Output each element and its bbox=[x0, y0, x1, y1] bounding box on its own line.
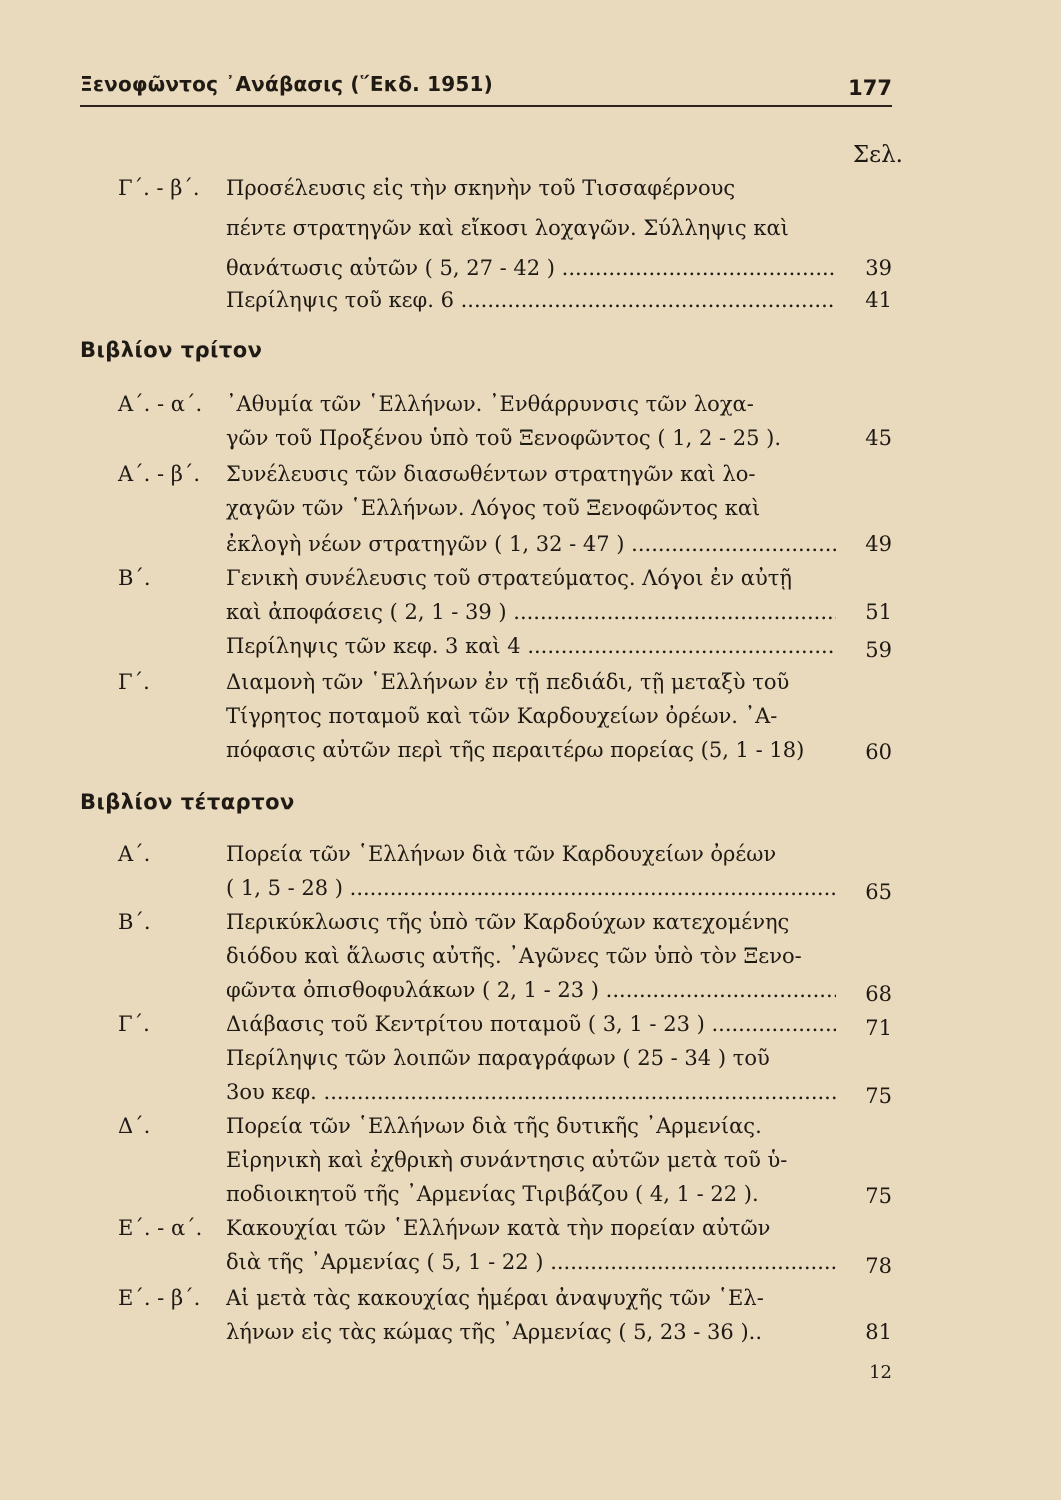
entry-line: Προσέλευσις εἰς τὴν σκηνὴν τοῦ Τισσαφέρνους bbox=[226, 176, 736, 200]
entry-line: ἐκλογὴ νέων στρατηγῶν ( 1, 32 - 47 ) ..... bbox=[226, 532, 836, 556]
entry-line: Περικύκλωσις τῆς ὑπὸ τῶν Καρδούχων κατεχομένης bbox=[226, 910, 790, 934]
entry-line: λήνων εἰς τὰς κώμας τῆς ᾿Αρμενίας ( 5, 23 - 36 ).. bbox=[226, 1320, 763, 1344]
entry-key: Β΄. bbox=[118, 910, 151, 934]
entry-page-number: 60 bbox=[865, 740, 892, 764]
entry-key: Α΄. bbox=[118, 842, 151, 866]
entry-page-number: 51 bbox=[865, 600, 892, 624]
entry-page-number: 75 bbox=[865, 1184, 892, 1208]
entry-line: πέντε στρατηγῶν καὶ εἴκοσι λοχαγῶν. Σύλληψις καὶ bbox=[226, 216, 789, 240]
entry-key: Γ΄. bbox=[118, 1012, 150, 1036]
entry-line: Διάβασις τοῦ Κεντρίτου ποταμοῦ ( 3, 1 - 23 ) ..... bbox=[226, 1012, 836, 1036]
page-column-label: Σελ. bbox=[852, 142, 903, 168]
entry-line: πόφασις αὐτῶν περὶ τῆς περαιτέρω πορείας (5, 1 - 18) bbox=[226, 738, 805, 762]
entry-line: διόδου καὶ ἅλωσις αὐτῆς. ᾿Αγῶνες τῶν ὑπὸ τὸν Ξενο- bbox=[226, 944, 802, 968]
entry-line: γῶν τοῦ Προξένου ὑπὸ τοῦ Ξενοφῶντος ( 1, 2 - 25 ). bbox=[226, 426, 782, 450]
entry-line: Διαμονὴ τῶν ῾Ελλήνων ἐν τῇ πεδιάδι, τῇ μεταξὺ τοῦ bbox=[226, 670, 790, 694]
section-heading: Βιβλίον τέταρτον bbox=[80, 790, 295, 814]
entry-line: Αἱ μετὰ τὰς κακουχίας ἡμέραι ἀναψυχῆς τῶν ῾Ελ- bbox=[226, 1286, 764, 1310]
entry-page-number: 71 bbox=[865, 1016, 892, 1040]
entry-page-number: 41 bbox=[865, 288, 892, 312]
header-page-number: 177 bbox=[848, 76, 892, 100]
entry-page-number: 81 bbox=[865, 1320, 892, 1344]
signature-mark: 12 bbox=[869, 1362, 892, 1383]
entry-key: Ε΄. - α΄. bbox=[118, 1216, 203, 1240]
entry-page-number: 59 bbox=[865, 638, 892, 662]
entry-line: 3ου κεφ. ..... bbox=[226, 1080, 836, 1104]
entry-line: Περίληψις τῶν κεφ. 3 καὶ 4 ..... bbox=[226, 634, 836, 658]
entry-line: χαγῶν τῶν ῾Ελλήνων. Λόγος τοῦ Ξενοφῶντος καὶ bbox=[226, 496, 761, 520]
entry-page-number: 75 bbox=[865, 1084, 892, 1108]
entry-page-number: 78 bbox=[865, 1254, 892, 1278]
entry-key: Δ΄. bbox=[118, 1114, 151, 1138]
entry-line: Περίληψις τῶν λοιπῶν παραγράφων ( 25 - 34 ) τοῦ bbox=[226, 1046, 770, 1070]
entry-line: Πορεία τῶν ῾Ελλήνων διὰ τῶν Καρδουχείων ὀρέων bbox=[226, 842, 777, 866]
entry-page-number: 45 bbox=[865, 426, 892, 450]
entry-line: Πορεία τῶν ῾Ελλήνων διὰ τῆς δυτικῆς ᾿Αρμενίας. bbox=[226, 1114, 762, 1138]
header-title: Ξενοφῶντος ᾿Ανάβασις (῞Εκδ. 1951) bbox=[80, 72, 493, 96]
entry-line: ᾿Αθυμία τῶν ῾Ελλήνων. ᾿Ενθάρρυνσις τῶν λοχα- bbox=[226, 392, 754, 416]
section-heading: Βιβλίον τρίτον bbox=[80, 338, 263, 362]
entry-line: Κακουχίαι τῶν ῾Ελλήνων κατὰ τὴν πορείαν αὐτῶν bbox=[226, 1216, 771, 1240]
entry-page-number: 65 bbox=[865, 880, 892, 904]
entry-line: διὰ τῆς ᾿Αρμενίας ( 5, 1 - 22 ) ..... bbox=[226, 1250, 836, 1274]
entry-key: Γ΄. bbox=[118, 670, 150, 694]
entry-key: Γ΄. - β΄. bbox=[118, 176, 200, 200]
entry-page-number: 39 bbox=[865, 256, 892, 280]
entry-line: ποδιοικητοῦ τῆς ᾿Αρμενίας Τιριβάζου ( 4, 1 - 22 ). bbox=[226, 1182, 759, 1206]
entry-page-number: 49 bbox=[865, 532, 892, 556]
entry-line: Περίληψις τοῦ κεφ. 6 ..... bbox=[226, 288, 836, 312]
entry-line: Εἰρηνικὴ καὶ ἐχθρικὴ συνάντησις αὐτῶν μετὰ τοῦ ὑ- bbox=[226, 1148, 788, 1172]
entry-line: Τίγρητος ποταμοῦ καὶ τῶν Καρδουχείων ὀρέων. ᾿Α- bbox=[226, 704, 778, 728]
running-header bbox=[80, 72, 892, 106]
entry-key: Α΄. - β΄. bbox=[118, 462, 201, 486]
entry-key: Ε΄. - β΄. bbox=[118, 1286, 201, 1310]
entry-line: ( 1, 5 - 28 ) ..... bbox=[226, 876, 836, 900]
entry-line: καὶ ἀποφάσεις ( 2, 1 - 39 ) ..... bbox=[226, 600, 836, 624]
entry-line: φῶντα ὀπισθοφυλάκων ( 2, 1 - 23 ) ..... bbox=[226, 978, 836, 1002]
entry-line: Γενικὴ συνέλευσις τοῦ στρατεύματος. Λόγοι ἐν αὐτῇ bbox=[226, 566, 792, 590]
header-rule bbox=[80, 105, 892, 107]
entry-key: Α΄. - α΄. bbox=[118, 392, 203, 416]
entry-line: θανάτωσις αὐτῶν ( 5, 27 - 42 ) ..... bbox=[226, 256, 836, 280]
entry-page-number: 68 bbox=[865, 982, 892, 1006]
entry-key: Β΄. bbox=[118, 566, 151, 590]
entry-line: Συνέλευσις τῶν διασωθέντων στρατηγῶν καὶ λο- bbox=[226, 462, 756, 486]
